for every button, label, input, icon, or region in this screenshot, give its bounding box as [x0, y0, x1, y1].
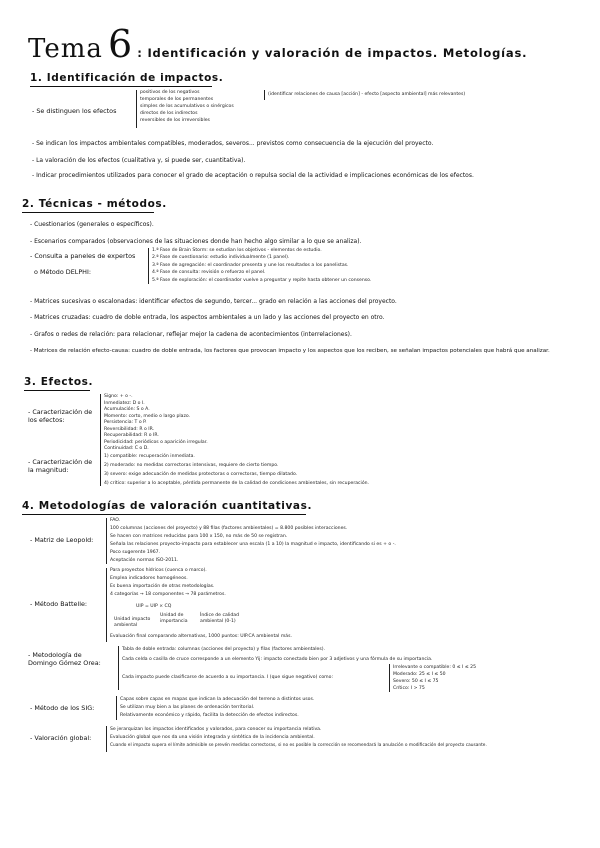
section-2-bullet: - Matrices sucesivas o escalonadas: identificar efectos de segundo, tercer... grado en relación a las acciones del proyecto. — [30, 298, 397, 305]
consulta-label: - Consulta a paneles de expertos — [30, 252, 135, 260]
section-3-heading: 3. Efectos. — [24, 376, 94, 388]
brace — [106, 726, 107, 752]
battelle-item: 4 categorías → 18 componentes → 78 parámetros. — [110, 592, 226, 597]
consulta-label-2: o Método DELPHI: — [34, 268, 92, 276]
sig-item: Capas sobre capas en mapas que indican la adecuación del terreno a distintos usos. — [120, 697, 315, 702]
section-2-bullet: - Matrices de relación efecto-causa: cuadro de doble entrada, los factores que provocan impacto y los aspectos que los reciben, se señalan impactos potenciales que habrá que analizar. — [30, 348, 550, 355]
section-3-underline — [24, 390, 90, 391]
leopold-item: Aceptación normas ISO-2011. — [110, 558, 179, 563]
efecto-item: Inmediatez: D o I. — [104, 400, 145, 406]
page-title — [28, 22, 527, 66]
distinguen-item: simples de los acumulativos o sinérgicos — [140, 104, 234, 109]
battelle-label: - Método Battelle: — [30, 600, 87, 608]
efecto-item: Momento: corto, medio o largo plazo. — [104, 413, 191, 419]
gomez-class: Severo: 50 ≤ I ≤ 75 — [393, 679, 439, 684]
magnitud-label: - Caracterización de la magnitud: — [28, 458, 98, 474]
delphi-phase: 1.ª Fase de Brain Storm: se estudian los objetivos - elementos de estudio. — [152, 248, 322, 253]
global-item: Cuando el impacto supera el límite admisible se prevén medidas correctoras, si no es posible la corrección se recomendará la anulación o modificación del proyecto causante. — [110, 743, 487, 748]
caracterizacion-label: - Caracterización de los efectos: — [28, 408, 98, 424]
title-tema: Tema — [28, 34, 103, 64]
brace — [118, 646, 119, 690]
battelle-foot: Evaluación final comparando alternativas, 1000 puntos: UIP.CA ambiental más. — [110, 634, 292, 639]
battelle-item: Para proyectos hídricos (cuenca o marco). — [110, 568, 207, 573]
section-2-bullet: - Cuestionarios (generales o específicos). — [30, 221, 154, 228]
efecto-item: Acumulación: S o A. — [104, 407, 150, 412]
gomez-class: Irrelevante o compatible: 0 ≤ I ≤ 25 — [393, 665, 476, 670]
distinguen-item: temporales de los permanentes — [140, 97, 214, 102]
section-1-bullet: - Se indican los impactos ambientales compatibles, moderados, severos... previstos como consecuencia de la ejecución del proyecto. — [32, 140, 433, 147]
battelle-sub: Unidad impacto ambiental — [114, 617, 151, 628]
gomez-item: Tabla de doble entrada: columnas (acciones del proyecto) y filas (factores ambientales). — [122, 647, 325, 652]
section-2-bullet: - Escenarios comparados (observaciones de las situaciones donde han hecho algo similar a lo que se analiza). — [30, 238, 361, 245]
leopold-item: Se hacen con matrices reducidas para 100 x 150, no más de 50 se registran. — [110, 534, 288, 539]
battelle-formula: UIP = UIP × CQ — [136, 604, 172, 609]
brace — [106, 568, 107, 642]
brace — [106, 518, 107, 564]
brace — [116, 696, 117, 720]
global-item: Se jerarquizan los impactos identificados y valorados, para conocer su importancia relativa. — [110, 727, 322, 732]
brace — [264, 90, 265, 100]
section-1-underline — [30, 86, 212, 87]
delphi-phase: 3.ª Fase de agregación: el coordinador presenta y une los resultados a los panelistas. — [152, 263, 349, 268]
magnitud-item: 1) compatible: recuperación inmediata. — [104, 454, 195, 459]
magnitud-item: 4) crítico: superior a lo aceptable, pérdida permanente de la calidad de condiciones ambientales, sin recuperación. — [104, 481, 370, 486]
efecto-item: Recuperabilidad: R o IR. — [104, 433, 159, 438]
efecto-item: Periodicidad: periódicos o aparición irregular. — [104, 439, 208, 445]
magnitud-item: 2) moderado: no medidas correctoras intensivas, requiere de cierto tiempo. — [104, 463, 279, 468]
efecto-item: Signo: + o -. — [104, 394, 133, 399]
battelle-sub: Índice de calidad ambiental (0-1) — [200, 613, 240, 624]
section-2-heading: 2. Técnicas - métodos. — [22, 198, 167, 210]
battelle-sub: Unidad de importancia — [160, 613, 188, 624]
section-2-bullet: - Matrices cruzadas: cuadro de doble entrada, los aspectos ambientales a un lado y las acciones del proyecto en otro. — [30, 314, 384, 321]
section-1-bullet: - Indicar procedimientos utilizados para conocer el grado de aceptación o repulsa social de la actividad e implicaciones económicas de los efectos. — [32, 172, 474, 179]
battelle-item: Es buena importación de otras metodologías. — [110, 584, 215, 589]
efecto-item: Persistencia: T o P. — [104, 420, 147, 425]
delphi-phase: 5.ª Fase de exploración: el coordinador vuelve a preguntar y repite hasta obtener un consenso. — [152, 278, 372, 283]
title-text: : Identificación y valoración de impactos. Metologías. — [137, 46, 528, 60]
efecto-item: Continuidad: C o D. — [104, 446, 149, 451]
leopold-item: 100 columnas (acciones del proyecto) y 88 filas (factores ambientales) = 8.800 posibles interacciones. — [110, 526, 348, 531]
leopold-item: FAO. — [110, 518, 121, 523]
distinguen-item: reversibles de los irreversibles — [140, 118, 210, 123]
distinguen-note: (identificar relaciones de causa [acción] - efecto [aspecto ambiental] más relevantes) — [268, 92, 466, 97]
gomez-item: Cada celda o casilla de cruce corresponde a un elemento Yij: impacto conectado bien por 3 adjetivos y una fórmula de su importancia. — [122, 657, 433, 662]
sig-label: - Método de los SIG: — [30, 704, 94, 712]
sig-item: Relativamente económico y rápido, facilita la detección de efectos indirectos. — [120, 713, 299, 718]
gomez-class: Crítico: I > 75 — [393, 686, 425, 691]
distinguen-label: - Se distinguen los efectos — [32, 107, 116, 115]
distinguen-item: positivos de los negativos — [140, 90, 200, 95]
section-2-bullet: - Grafos o redes de relación: para relacionar, reflejar mejor la cadena de acontecimientos (interrelaciones). — [30, 331, 352, 338]
distinguen-item: directos de los indirectos — [140, 111, 198, 116]
section-4-underline — [22, 514, 306, 515]
brace — [389, 664, 390, 692]
gomez-item: Cada impacto puede clasificarse de acuerdo a su importancia. I (que sigue negativo) como: — [122, 675, 333, 680]
efecto-item: Reversibilidad: R o IR. — [104, 426, 155, 432]
delphi-phase: 4.ª Fase de consulta: revisión o refuerzo el panel. — [152, 270, 266, 275]
section-1-heading: 1. Identificación de impactos. — [30, 72, 224, 84]
section-4-heading: 4. Metodologías de valoración cuantitativas. — [22, 500, 313, 512]
magnitud-item: 3) severo: exige adecuación de medidas protectoras o correctoras, tiempo dilatado. — [104, 472, 298, 477]
gomez-class: Moderado: 25 ≤ I ≤ 50 — [393, 672, 446, 677]
leopold-item: Poco sugerente 1967. — [110, 550, 161, 555]
brace — [148, 248, 149, 284]
brace — [100, 394, 101, 452]
delphi-phase: 2.ª Fase de cuestionario: estudio individualmente (1 panel). — [152, 255, 290, 260]
leopold-label: - Matriz de Leopold: — [30, 536, 93, 544]
brace — [136, 90, 137, 128]
gomez-label: - Metodología de Domingo Gómez Orea: — [28, 651, 104, 667]
global-label: - Valoración global: — [30, 734, 91, 742]
global-item: Evaluación global que nos da una visión integrada y sintética de la incidencia ambiental. — [110, 735, 315, 740]
brace — [100, 452, 101, 486]
battelle-item: Emplea indicadores homogéneos. — [110, 576, 188, 581]
sig-item: Se utilizan muy bien a las planes de ordenación territorial. — [120, 705, 255, 710]
title-number: 6 — [107, 22, 133, 66]
leopold-item: Señala las relaciones proyecto-impacto para establecer una escala (1 a 10) la magnitud e impacto, identificando si es + o -. — [110, 542, 396, 547]
section-2-underline — [22, 212, 154, 213]
section-1-bullet: - La valoración de los efectos (cualitativa y, si puede ser, cuantitativa). — [32, 157, 245, 164]
